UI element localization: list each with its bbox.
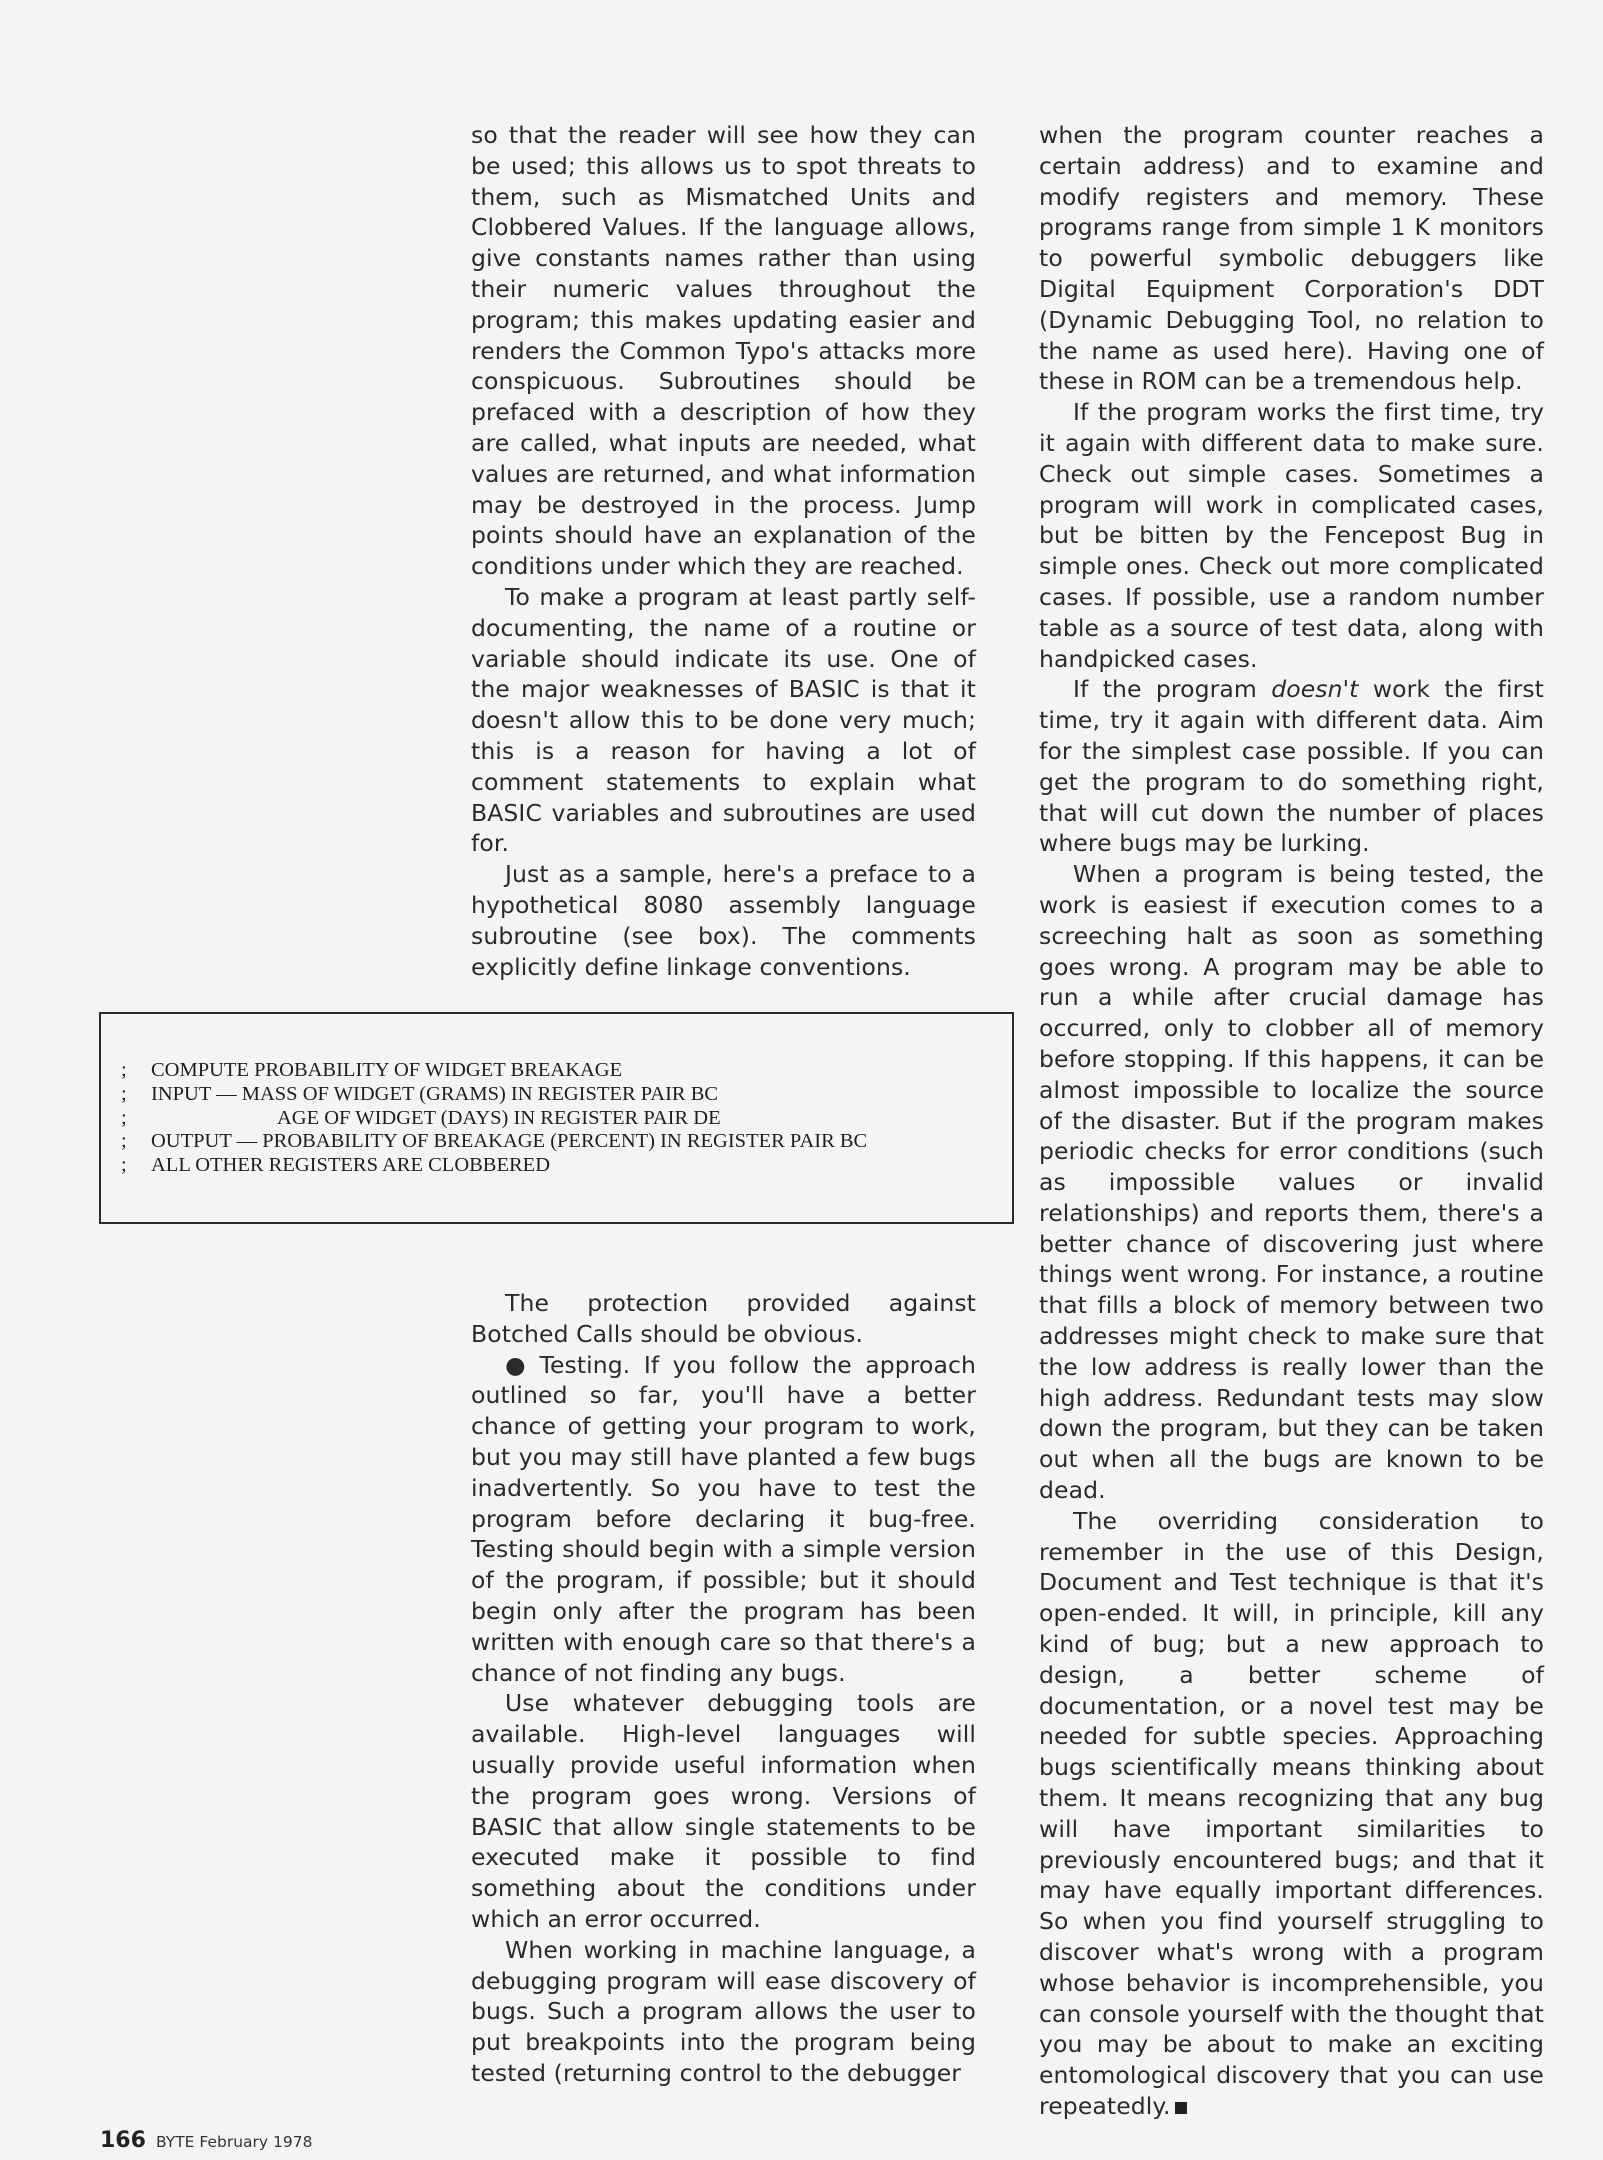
paragraph: The overriding consideration to remember in the use of this Design, Document and Test technique is that it's open-ended. It will, in principle, kill any kind of bug; but a new approach to design, a better scheme of documentation, or a novel test may be needed for subtle species. Approaching bugs scientifically means thinking about them. It means recognizing that any bug will have important similarities to previously encountered bugs; and that it may have equally important differences. So when you find yourself struggling to discover what's wrong with a program whose behavior is incomprehensible, you can console yourself with the thought that you may be about to make an exciting entomological discovery that you can use repeatedly. (1039, 1506, 1544, 2120)
paragraph: If the program works the first time, try it again with different data to make sure. Check out simple cases. Sometimes a program will work in complicated cases, but be bitten by the Fencepost Bug in simple ones. Check out more complicated cases. If possible, use a random number table as a source of test data, along with handpicked cases. (1039, 398, 1544, 673)
comment-marker: ; (121, 1106, 127, 1129)
left-column-top (471, 120, 976, 982)
end-mark-icon (1175, 2102, 1187, 2114)
bullet-icon: ● (505, 1350, 532, 1379)
code-lines (121, 1059, 867, 1178)
comment-marker: ; (121, 1059, 127, 1081)
paragraph: The protection provided against Botched Calls should be obvious. (471, 1289, 976, 1348)
paragraph: When working in machine language, a debugging program will ease discovery of bugs. Such a program allows the user to put breakpoints into the program being tested (returning control to the debugger (471, 1935, 976, 2087)
code-box (99, 1012, 1014, 1224)
page-footer (100, 2128, 312, 2153)
code-line: ; COMPUTE PROBABILITY OF WIDGET BREAKAGE (121, 1059, 623, 1081)
paragraph: Just as a sample, here's a preface to a hypothetical 8080 assembly language subroutine (see box). The comments explicitly define linkage conventions. (471, 860, 976, 981)
testing-heading: Testing. (539, 1350, 631, 1379)
paragraph: when the program counter reaches a certain address) and to examine and modify registers and memory. These programs range from simple 1 K monitors to powerful symbolic debuggers like Digital Equipment Corporation's DDT (Dynamic Debugging Tool, no relation to the name as used here). Having one of these in ROM can be a tremendous help. (1039, 121, 1544, 396)
code-line: ; AGE OF WIDGET (DAYS) IN REGISTER PAIR DE (121, 1106, 721, 1129)
comment-marker: ; (121, 1082, 127, 1105)
magazine-issue: BYTE February 1978 (155, 2133, 313, 2151)
comment-marker: ; (121, 1154, 127, 1177)
code-line: ; ALL OTHER REGISTERS ARE CLOBBERED (121, 1154, 550, 1177)
emphasis: doesn't (1271, 675, 1359, 704)
code-line: ; INPUT — MASS OF WIDGET (GRAMS) IN REGISTER PAIR BC (121, 1082, 719, 1105)
right-column (1039, 120, 1544, 2122)
paragraph: To make a program at least partly self-documenting, the name of a routine or variable should indicate its use. One of the major weaknesses of BASIC is that it doesn't allow this to be done very much; this is a reason for having a lot of comment statements to explain what BASIC variables and subroutines are used for. (471, 582, 976, 858)
paragraph: so that the reader will see how they can be used; this allows us to spot threats to them, such as Mismatched Units and Clobbered Values. If the language allows, give constants names rather than using their numeric values throughout the program; this makes updating easier and renders the Common Typo's attacks more conspicuous. Subroutines should be prefaced with a description of how they are called, what inputs are needed, what values are returned, and what information may be destroyed in the process. Jump points should have an explanation of the conditions under which they are reached. (471, 121, 976, 581)
page-number: 166 (100, 2128, 146, 2153)
paragraph: When a program is being tested, the work is easiest if execution comes to a screeching halt as soon as something goes wrong. A program may be able to run a while after crucial damage has occurred, only to clobber all of memory before stopping. If this happens, it can be almost impossible to localize the source of the disaster. But if the program makes periodic checks for error conditions (such as impossible values or invalid relationships) and reports them, there's a better chance of discovering just where things went wrong. For instance, a routine that fills a block of memory between two addresses might check to make sure that the low address is really lower than the high address. Redundant tests may slow down the program, but they can be taken out when all the bugs are known to be dead. (1039, 860, 1544, 1505)
comment-marker: ; (121, 1130, 127, 1153)
paragraph: Use whatever debugging tools are available. High-level languages will usually provide useful information when the program goes wrong. Versions of BASIC that allow single statements to be executed make it possible to find something about the conditions under which an error occurred. (471, 1689, 976, 1933)
code-line: ; OUTPUT — PROBABILITY OF BREAKAGE (PERCENT) IN REGISTER PAIR BC (121, 1130, 868, 1153)
paragraph: If the program doesn't work the first time, try it again with different data. Aim for the simplest case possible. If you can get the program to do something right, that will cut down the number of places where bugs may be lurking. (1039, 675, 1544, 858)
paragraph-testing: ● Testing. If you follow the approach outlined so far, you'll have a better chance of getting your program to work, but you may still have planted a few bugs inadvertently. So you have to test the program before declaring it bug-free. Testing should begin with a simple version of the program, if possible; but it should begin only after the program has been written with enough care so that there's a chance of not finding any bugs. (471, 1350, 977, 1687)
left-column-bottom (471, 1288, 976, 2089)
